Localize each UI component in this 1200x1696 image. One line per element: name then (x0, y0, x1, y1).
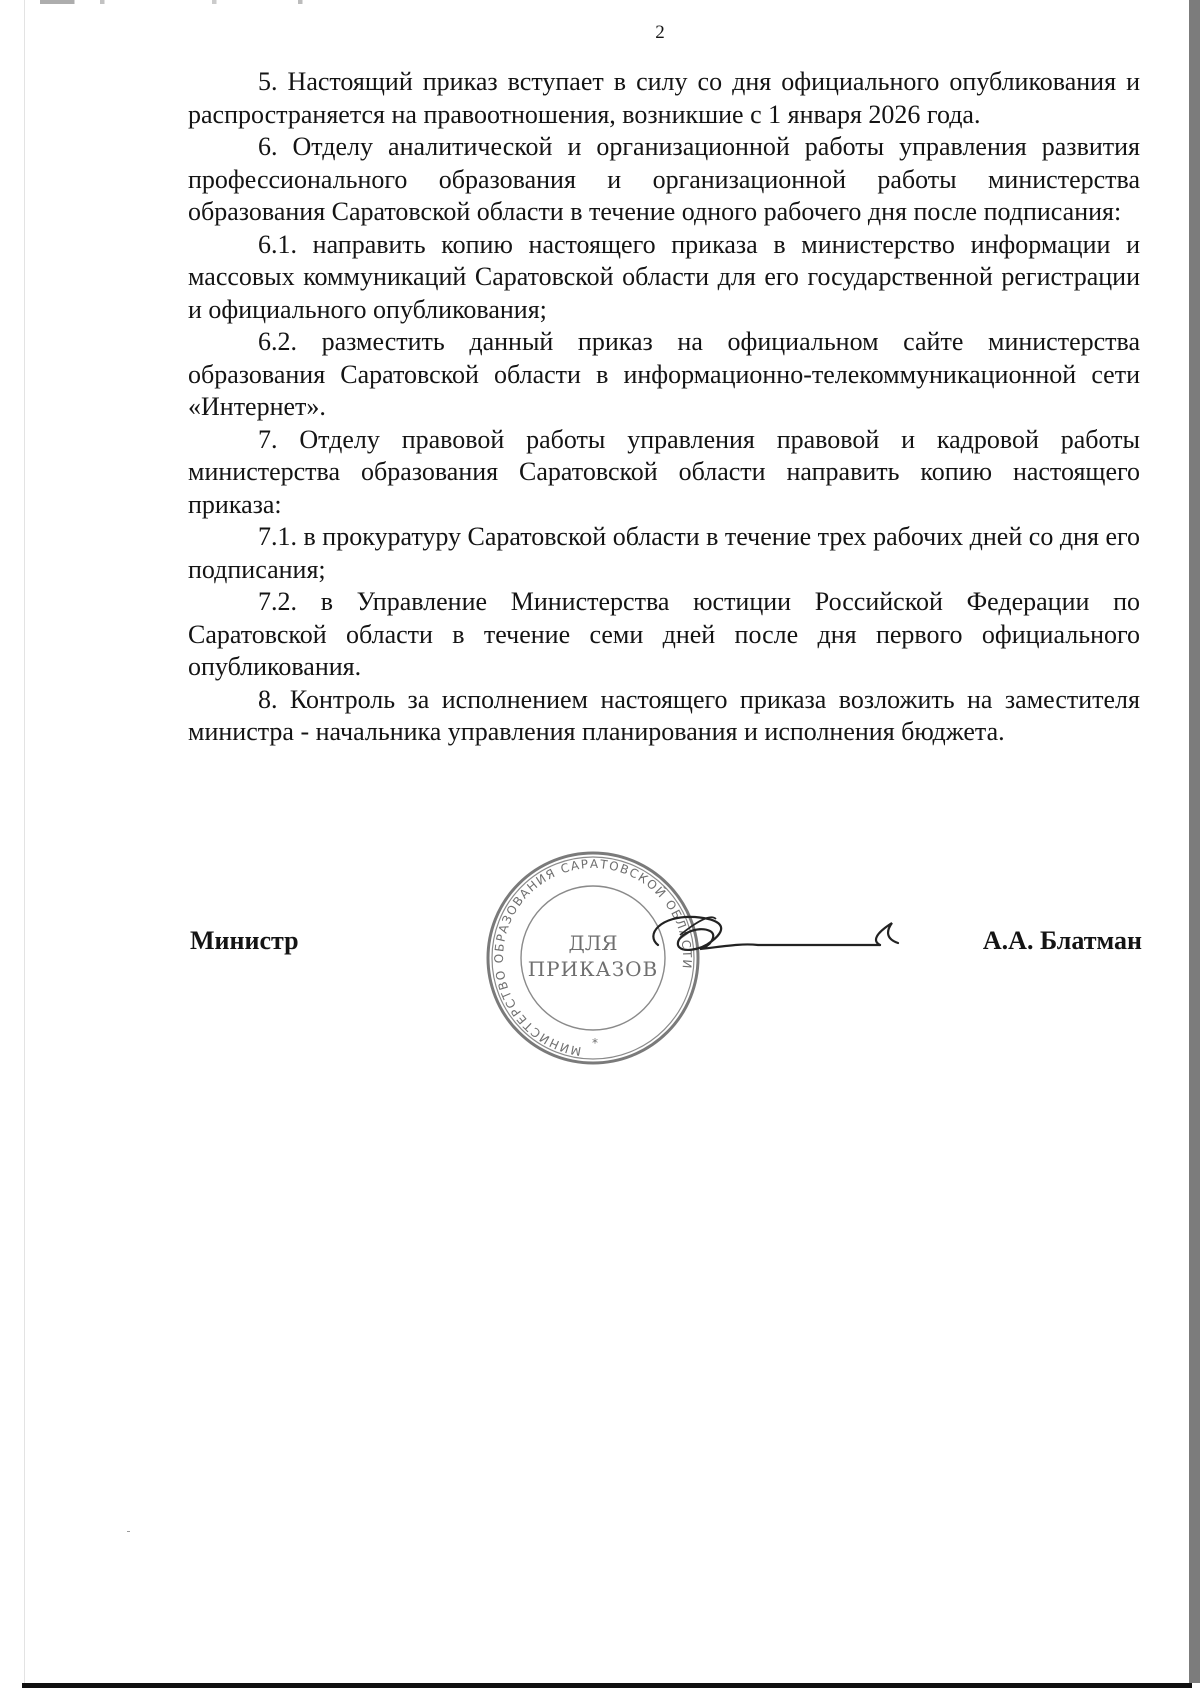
signatory-title: Министр (190, 926, 299, 955)
scan-left-margin (0, 0, 25, 1696)
stamp-center-line-1: ДЛЯ (568, 931, 618, 955)
paragraph-5: 5. Настоящий приказ вступает в силу со дня официального опубликования и распространяется на правоотношения, возникшие с 1 января 2026 года. (188, 67, 1140, 129)
paragraph-7-2: 7.2. в Управление Министерства юстиции Российской Федерации по Саратовской области в течение семи дней после дня первого официального опубликования. (188, 587, 1140, 681)
page-number: 2 (655, 22, 665, 43)
paragraph-6-1: 6.1. направить копию настоящего приказа в министерство информации и массовых коммуникаций Саратовской области для его государственной регистрации и официального опубликования; (188, 229, 1140, 324)
signature-icon (640, 905, 900, 975)
scan-top-artifact (40, 0, 470, 4)
stamp-center-line-2: ПРИКАЗОВ (527, 957, 659, 981)
svg-text:*: * (592, 1036, 598, 1050)
handwritten-signature (640, 905, 900, 975)
paragraph-6: 6. Отделу аналитической и организационной работы управления развития профессионального образования и организационной работы министерства образования Саратовской области в течение одного рабочего дня после подписания: (188, 132, 1140, 226)
scan-bottom-border (22, 1683, 1192, 1688)
paragraph-8: 8. Контроль за исполнением настоящего приказа возложить на заместителя министра - начальника управления планирования и исполнения бюджета. (188, 684, 1140, 746)
svg-text:МИНИСТЕРСТВО ОБРАЗОВАНИЯ САРАТ: МИНИСТЕРСТВО ОБРАЗОВАНИЯ САРАТОВСКОЙ ОБЛАСТИ (492, 856, 695, 1059)
paragraph-7-1: 7.1. в прокуратуру Саратовской области в течение трех рабочих дней со дня его подписания; (188, 522, 1140, 584)
scan-speck (127, 1531, 130, 1532)
order-text (188, 66, 1140, 749)
signatory-name: А.А. Блатман (982, 926, 1142, 955)
scan-right-border (1189, 0, 1200, 1696)
paragraph-7: 7. Отделу правовой работы управления правовой и кадровой работы министерства образования Саратовской области направить копию настоящего приказа: (188, 424, 1140, 519)
paragraph-6-2: 6.2. разместить данный приказ на официальном сайте министерства образования Саратовской области в информационно-телекоммуникационной сети «Интернет». (188, 327, 1140, 421)
